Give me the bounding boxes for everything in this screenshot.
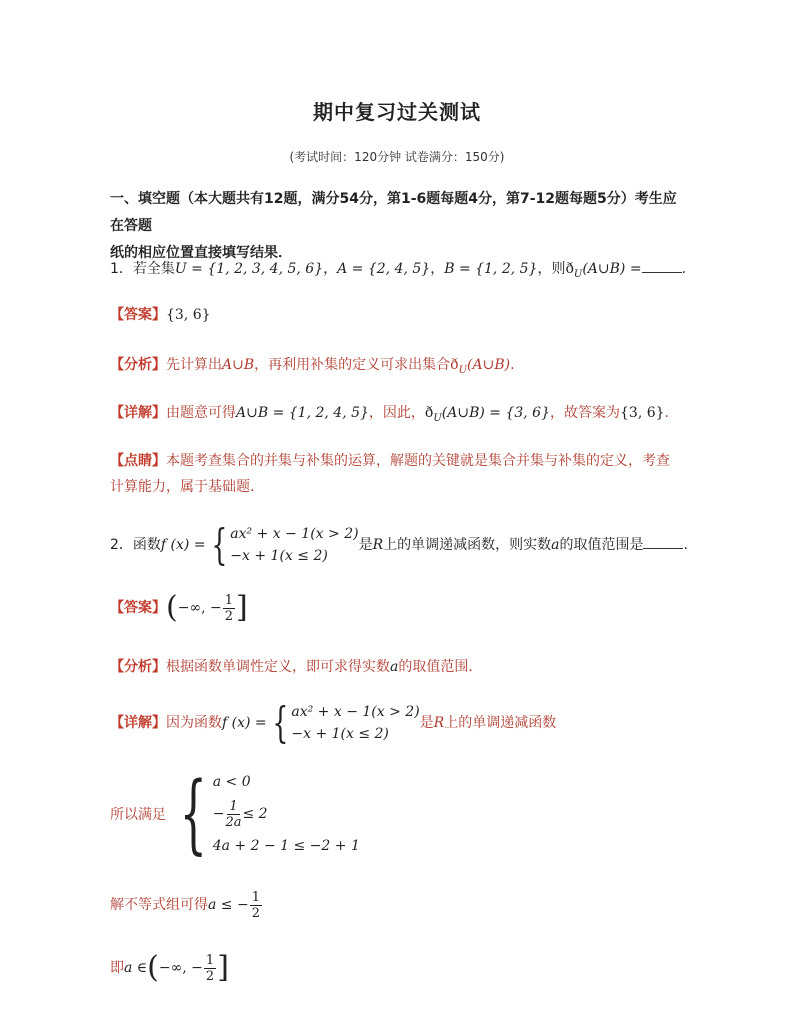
- q2-row2: −x + 1(x ≤ 2): [230, 548, 328, 564]
- q2-analysis-label: 【分析】: [110, 659, 166, 675]
- q2-detail-row1: ax² + x − 1(x > 2): [291, 704, 420, 720]
- q2-final-close: ]: [217, 950, 229, 985]
- section-line-1: 一、填空题（本大题共有12题，满分54分，第1-6题每题4分，第7-12题每题5分）考生应在答题: [110, 191, 677, 234]
- q2-detail-a: 因为函数: [166, 715, 222, 731]
- q2-so-label: 所以满足: [110, 807, 166, 823]
- q2-ans-num: 1: [224, 592, 234, 608]
- q1-detail-m3: {3, 6}: [620, 405, 665, 421]
- q2-answer: [110, 588, 248, 628]
- q2-final-m: a ∈: [124, 960, 148, 976]
- q2-mid-a: 是: [358, 537, 373, 553]
- q1-analysis-m2: (A∪B): [467, 357, 511, 373]
- q2-sys-fraction: [225, 799, 241, 830]
- q2-system: [110, 764, 360, 864]
- q1-set-u: U = {1, 2, 3, 4, 5, 6}: [174, 261, 324, 277]
- q2-answer-blank: [643, 534, 683, 549]
- q1-analysis: [110, 355, 515, 381]
- q2-prefix: 2．函数: [110, 537, 161, 553]
- q2-ans-close: ]: [236, 590, 248, 625]
- exam-info: (考试时间：120分钟 试卷满分：150分): [289, 150, 505, 164]
- q2-brace-icon: {: [210, 520, 227, 569]
- q1-answer-blank: [642, 258, 682, 273]
- q1-detail-b: ，因此，: [368, 405, 425, 421]
- q2-system-brace-icon: {: [179, 764, 208, 864]
- q1-detail-end: .: [664, 405, 669, 421]
- section-line-2: 纸的相应位置直接填写结果．: [110, 245, 292, 261]
- q2-solve-den: 2: [251, 905, 260, 921]
- q2-final-text: −∞, −: [158, 960, 203, 976]
- q2-detail-brace-icon: {: [271, 698, 289, 747]
- q2-solve-label: 解不等式组可得: [110, 897, 208, 913]
- q1-comment: [110, 448, 690, 500]
- q2-final-label: 即: [110, 960, 124, 976]
- q2-detail-label: 【详解】: [110, 715, 166, 731]
- q2-final-num: 1: [205, 952, 215, 968]
- q2-fx: f (x) =: [160, 537, 206, 553]
- q1-analysis-complement-sub: U: [458, 364, 468, 376]
- q2-end: .: [683, 537, 688, 553]
- q2-detail-row2: −x + 1(x ≤ 2): [291, 726, 389, 742]
- q1-analysis-b: ，再利用补集的定义可求出集合: [254, 357, 451, 373]
- section-header: [110, 186, 690, 267]
- q1-analysis-m1: A∪B: [222, 357, 255, 373]
- q1-set-a: A = {2, 4, 5}: [337, 261, 431, 277]
- q1-complement-sub: U: [573, 268, 583, 280]
- q1-comment-line1: 本题考查集合的并集与补集的运算，解题的关键就是集合并集与补集的定义，考查: [166, 453, 670, 469]
- q2-R: R: [372, 537, 384, 553]
- q2-solve: [110, 885, 263, 925]
- q1-analysis-label: 【分析】: [110, 357, 166, 373]
- q1-detail-a: 由题意可得: [166, 405, 236, 421]
- q1-analysis-a: 先计算出: [166, 357, 222, 373]
- q2-analysis-var: a: [390, 659, 399, 675]
- q1-detail-c: ，故答案为: [550, 405, 620, 421]
- q2-detail-fx: f (x) =: [222, 715, 267, 731]
- q2-sys-row1: a < 0: [212, 774, 251, 790]
- q2-final: [110, 948, 229, 988]
- q2-analysis-b: 的取值范围．: [398, 659, 483, 675]
- q1-detail: [110, 403, 669, 429]
- q2-detail-piecewise: [267, 698, 420, 747]
- q2-solve-fraction: [250, 890, 262, 921]
- q2-system-cases: [166, 764, 360, 864]
- q2-analysis-a: 根据函数单调性定义，即可求得实数: [166, 659, 390, 675]
- q1-question: [110, 258, 686, 285]
- q2-ans-text: −∞, −: [177, 600, 222, 616]
- q1-analysis-end: .: [510, 357, 515, 373]
- q1-comment-line2: 计算能力，属于基础题.: [110, 479, 255, 495]
- q1-answer-label: 【答案】: [110, 307, 166, 323]
- q1-complement-symbol: ð: [565, 261, 574, 277]
- q2-detail-R: R: [433, 715, 445, 731]
- q2-row1: ax² + x − 1(x > 2): [230, 526, 359, 542]
- q2-final-fraction: [204, 953, 216, 984]
- q1-set-b: B = {1, 2, 5}: [444, 261, 538, 277]
- q2-solve-m: a ≤ −: [208, 897, 249, 913]
- q2-a: a: [551, 537, 560, 553]
- q1-expr: (A∪B) =: [582, 261, 642, 277]
- q2-final-open: (: [147, 950, 159, 985]
- q1-detail-label: 【详解】: [110, 405, 166, 421]
- q1-analysis-complement: ð: [450, 357, 459, 373]
- q1-answer: [110, 305, 211, 325]
- q2-ans-fraction: [223, 593, 235, 624]
- q2-sys-den: 2a: [225, 814, 242, 830]
- q2-mid-c: 的取值范围是: [559, 537, 644, 553]
- q2-sys-row2-post: ≤ 2: [242, 806, 268, 822]
- q2-ans-open: (: [166, 590, 178, 625]
- q2-question: [110, 520, 688, 570]
- q1-detail-m2: (A∪B) = {3, 6}: [441, 405, 550, 421]
- q1-sep1: ，: [323, 261, 338, 277]
- q2-analysis: [110, 657, 482, 677]
- q2-sys-row2-pre: −: [212, 806, 225, 822]
- q2-detail-b: 是: [419, 715, 434, 731]
- q2-answer-label: 【答案】: [110, 600, 166, 616]
- q2-piecewise: [206, 520, 359, 569]
- q1-sep3: ，则: [537, 261, 566, 277]
- q2-detail-c: 上的单调递减函数: [444, 715, 557, 731]
- q2-detail: [110, 698, 556, 748]
- q1-end: .: [681, 261, 687, 277]
- q2-mid-b: 上的单调递减函数，则实数: [383, 537, 552, 553]
- q2-sys-row2: [213, 794, 360, 834]
- q1-comment-label: 【点睛】: [110, 453, 166, 469]
- page-title: 期中复习过关测试: [313, 100, 481, 124]
- q1-sep2: ，: [430, 261, 445, 277]
- q1-prefix: 1．若全集: [110, 261, 175, 277]
- q2-ans-den: 2: [224, 608, 234, 624]
- q2-final-den: 2: [205, 968, 215, 984]
- q1-detail-complement-sub: U: [433, 412, 442, 424]
- q1-answer-value: {3, 6}: [166, 307, 211, 323]
- q2-sys-num: 1: [229, 798, 238, 814]
- q1-detail-complement: ð: [424, 405, 434, 421]
- q2-solve-num: 1: [251, 889, 260, 905]
- q2-sys-row3: 4a + 2 − 1 ≤ −2 + 1: [212, 838, 360, 854]
- q1-detail-m1: A∪B = {1, 2, 4, 5}: [236, 405, 369, 421]
